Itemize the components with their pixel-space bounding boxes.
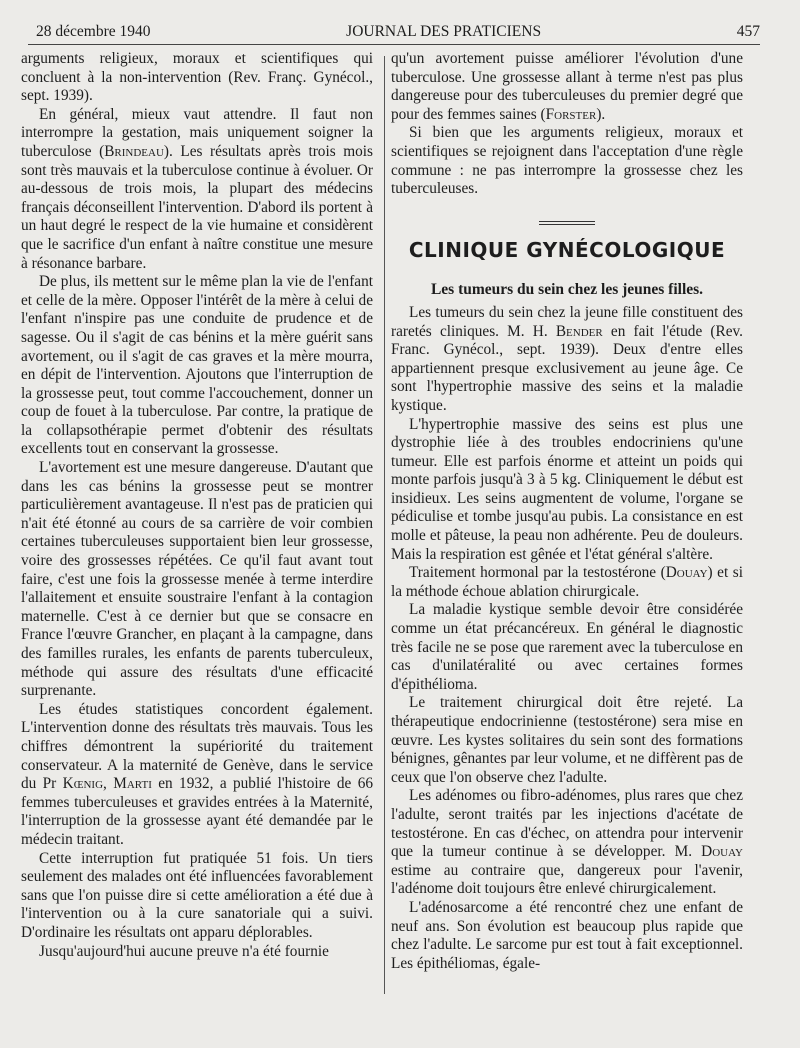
paragraph: Les études statistiques concordent également. L'intervention donne des résultats très mauvais. Tous les chiffres démontrent la supériorité du traitement conservateur. A la maternité de Genève, dans le service du Pr Kœnig, Marti en 1932, a publié l'histoire de 66 femmes tuberculeuses et gravides entrées à la Maternité, l'interruption de la grossesse ayant été demandée par le médecin traitant. [21, 700, 373, 848]
section-ornament [539, 221, 595, 227]
article-title: Les tumeurs du sein chez les jeunes filles. [430, 281, 704, 299]
author-name: Forster [545, 105, 597, 123]
page-header [36, 20, 760, 44]
author-name: Kœnig [62, 775, 104, 793]
paragraph: Le traitement chirurgical doit être rejeté. La thérapeutique endocrinienne (testostérone) sera mise en œuvre. Les kystes solitaires du sein sont des formations bénignes, gênantes par leur volume, et ne diffèrent pas de ceux que l'on observe chez l'adulte. [391, 694, 743, 786]
header-rule [28, 44, 760, 45]
author-name: Bender [555, 322, 603, 340]
author-name: Marti [113, 775, 152, 793]
header-page-number: 457 [736, 23, 760, 40]
header-journal-title: JOURNAL DES PRATICIENS [346, 23, 542, 40]
paragraph: Traitement hormonal par la testostérone (Douay) et si la méthode échoue ablation chirurgicale. [391, 564, 743, 600]
paragraph: Les adénomes ou fibro-adénomes, plus rares que chez l'adulte, seront traités par les injections d'acétate de testostérone. En cas d'échec, on attendra pour intervenir que la tumeur continue à se développer. M. Douay estime au contraire que, dangereux pour l'avenir, l'adénome doit toujours être enlevé chirurgicalement. [391, 787, 743, 898]
paragraph: De plus, ils mettent sur le même plan la vie de l'enfant et celle de la mère. Opposer l'intérêt de la mère à celui de l'enfant n'inspire pas une conduite de prudence et de sagesse. Ou il s'agit de cas bénins et la mère guérit sans avortement, ou il s'agit de cas graves et la mère mourra, en dépit de l'intervention. Ajoutons que l'interruption de la grossesse peut, tout comme l'accouchement, donner un coup de fouet à la tuberculose. Par contre, la pratique de la collapsothérapie permet d'obtenir des résultats excellents tout en conservant la grossesse. [21, 273, 373, 458]
paragraph: Cette interruption fut pratiquée 51 fois. Un tiers seulement des malades ont été influencées favorablement sans que l'on puisse dire si cette amélioration a été due à l'intervention ou à la cure sanatoriale qui a suivi. D'ordinaire les résultats ont apparu déplorables. [21, 849, 373, 941]
section-title: CLINIQUE GYNÉCOLOGIQUE [408, 237, 726, 262]
paragraph: arguments religieux, moraux et scientifiques qui concluent à la non-intervention (Rev. Franç. Gynécol., sept. 1939). [21, 50, 373, 105]
column-divider [384, 56, 385, 994]
author-name: Brindeau [104, 142, 164, 160]
header-date: 28 décembre 1940 [36, 23, 151, 40]
paragraph: Si bien que les arguments religieux, moraux et scientifiques se rejoignent dans l'acceptation d'une règle commune : ne pas interrompre la grossesse chez les tuberculeuses. [391, 124, 743, 198]
author-name: Douay [701, 843, 743, 861]
author-name: Douay [665, 564, 708, 582]
right-column [391, 50, 743, 973]
paragraph: La maladie kystique semble devoir être considérée comme un état précancéreux. En général le diagnostic très facile ne se pose que rarement avec la tuberculose en cas d'unilatéralité ou avec certaines formes d'épithélioma. [391, 601, 743, 693]
paragraph: En général, mieux vaut attendre. Il faut non interrompre la gestation, mais uniquement soigner la tuberculose (Brindeau). Les résultats après trois mois sont très mauvais et la tuberculose continue à évoluer. Or au-dessous de trois mois, la plupart des médecins français déconseillent l'intervention. D'abord ils portent à un haut degré le respect de la vie humaine et considèrent que le sacrifice d'un enfant à naître constitue une mesure à résonance barbare. [21, 105, 373, 272]
paragraph: L'avortement est une mesure dangereuse. D'autant que dans les cas bénins la grossesse peut se montrer particulièrement avantageuse. Il n'est pas de praticien qui n'ait été étonné au cours de sa carrière de voir combien certaines tuberculeuses supportaient bien leur grossesse, voire des grossesses répétées. Ce qu'il faut avant tout faire, c'est une fois la grossesse menée à terme interdire l'allaitement et ensuite soustraire l'enfant à la contagion maternelle. C'est à ce dernier but que se consacre en France l'œuvre Grancher, en plaçant à la campagne, dans des familles rurales, les enfants de parents tuberculeux, méthode qui assure des résultats d'une efficacité surprenante. [21, 459, 373, 700]
paragraph: L'adénosarcome a été rencontré chez une enfant de neuf ans. Son évolution est beaucoup plus rapide que chez l'adulte. Le sarcome pur est tout à fait exceptionnel. Les épithéliomas, égale- [391, 898, 743, 972]
paragraph: Les tumeurs du sein chez la jeune fille constituent des raretés cliniques. M. H. Bender en fait l'étude (Rev. Franc. Gynécol., sept. 1939). Deux d'entre elles appartiennent presque exclusivement au jeune âge. Ce sont l'hypertrophie massive des seins et la maladie kystique. [391, 303, 743, 414]
paragraph: Jusqu'aujourd'hui aucune preuve n'a été fournie [39, 942, 329, 960]
paragraph: L'hypertrophie massive des seins est plus une dystrophie liée à des troubles endocriniens qu'une tumeur. Elle est parfois énorme et atteint un poids qui monte parfois jusqu'à 3 à 5 kg. Cliniquement le début est insidieux. Les seins augmentent de volume, l'organe se pédiculise et tombe jusqu'au pubis. La consistance en est molle et pâteuse, la peau non adhérente. Peu de douleurs. Mais la respiration est gênée et l'état général s'altère. [391, 415, 743, 563]
paragraph: qu'un avortement puisse améliorer l'évolution d'une tuberculose. Une grossesse allant à terme n'est pas plus dangereuse pour des tuberculeuses du premier degré que pour des femmes saines (Forster). [391, 50, 743, 123]
left-column [21, 50, 373, 961]
